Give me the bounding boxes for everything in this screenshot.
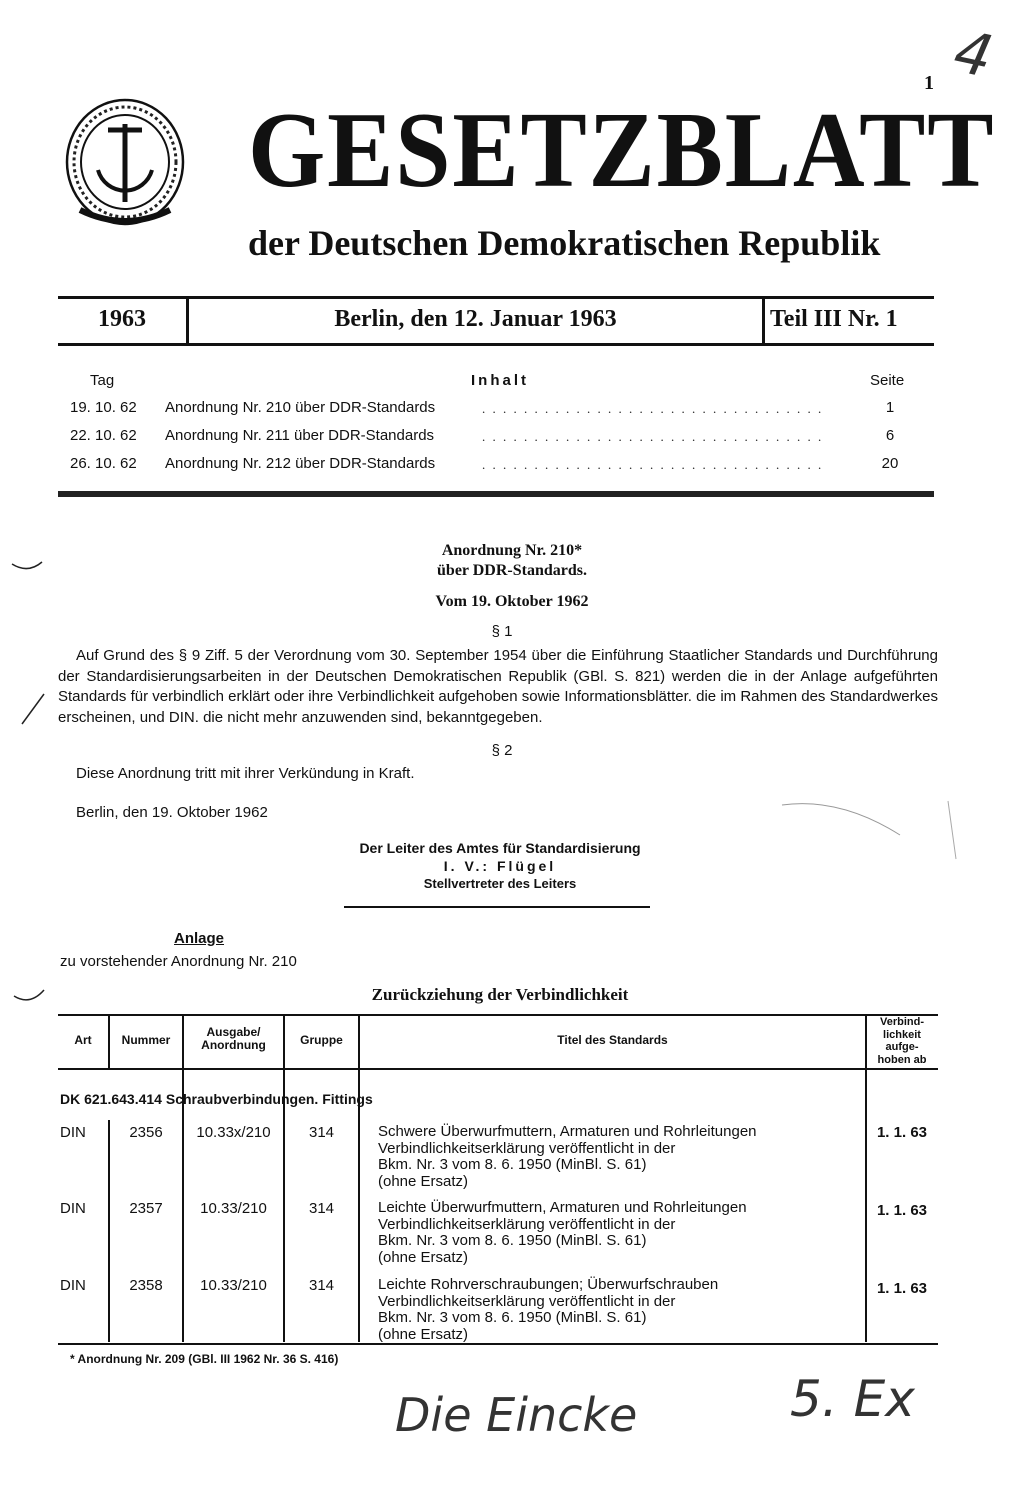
cell-art: DIN (60, 1277, 86, 1294)
signature-office: Der Leiter des Amtes für Standardisierung (359, 840, 641, 856)
issue-bar-top-rule (58, 296, 934, 299)
state-emblem-icon (60, 92, 190, 232)
issue-bar-divider (762, 299, 765, 343)
cell-aufgehoben: 1. 1. 63 (876, 1124, 928, 1141)
cell-gruppe: 314 (308, 1200, 335, 1217)
cell-gruppe: 314 (308, 1124, 335, 1141)
section-1-mark: § 1 (491, 623, 513, 640)
page-number: 1 (924, 72, 934, 94)
toc-bottom-rule (58, 491, 934, 497)
margin-mark-icon (18, 690, 48, 730)
toc-header-page: Seite (870, 372, 905, 389)
handwritten-note: Die Eincke (395, 1388, 638, 1442)
cell-nummer: 2358 (129, 1277, 163, 1294)
toc-day: 26. 10. 62 (70, 455, 137, 472)
decree-title: Anordnung Nr. 210* (441, 542, 583, 559)
col-header-ausgabe: Ausgabe/ Anordnung (201, 1025, 266, 1052)
cell-ausgabe: 10.33/210 (200, 1277, 267, 1294)
annex-table-title: Zurückziehung der Verbindlichkeit (371, 985, 629, 1004)
col-header-gruppe: Gruppe (300, 1033, 343, 1047)
section-2-mark: § 2 (491, 742, 513, 759)
scan-artifact-icon (780, 795, 980, 865)
cell-titel: Leichte Rohrverschraubungen; Überwurfschrauben Verbindlichkeitserklärung veröffentlicht in der Bkm. Nr. 3 vom 8. 6. 1950 (MinBl. S. 61) (ohne Ersatz) (378, 1276, 719, 1343)
group-heading: DK 621.643.414 Schraubverbindungen. Fittings (60, 1091, 373, 1107)
decree-date: Vom 19. Oktober 1962 (435, 593, 589, 610)
signature-name: I. V.: Flügel (443, 858, 557, 874)
toc-title: Anordnung Nr. 211 über DDR-Standards (165, 427, 435, 444)
toc-header-day: Tag (90, 372, 115, 389)
toc-day: 19. 10. 62 (70, 399, 137, 416)
col-header-aufgehoben: Verbind- lichkeit aufge- hoben ab (877, 1016, 927, 1066)
issue-date: Berlin, den 12. Januar 1963 (334, 306, 617, 332)
margin-mark-icon (8, 550, 48, 580)
toc-day: 22. 10. 62 (70, 427, 137, 444)
toc-title: Anordnung Nr. 212 über DDR-Standards (165, 455, 436, 472)
issue-year: 1963 (98, 306, 146, 332)
toc-page: 6 (885, 427, 895, 444)
footnote: * Anordnung Nr. 209 (GBl. III 1962 Nr. 36 S. 416) (70, 1352, 339, 1366)
cell-titel: Leichte Überwurfmuttern, Armaturen und Rohrleitungen Verbindlichkeitserklärung veröffentlicht in der Bkm. Nr. 3 vom 8. 6. 1950 (MinBl. S. 61) (ohne Ersatz) (378, 1199, 747, 1266)
col-header-art: Art (74, 1033, 92, 1047)
section-2-text: Diese Anordnung tritt mit ihrer Verkündung in Kraft. (76, 765, 415, 782)
table-col-divider (358, 1016, 360, 1342)
toc-header-content: Inhalt (471, 372, 529, 389)
annex-caption: zu vorstehender Anordnung Nr. 210 (60, 953, 297, 970)
table-col-divider (108, 1120, 110, 1342)
toc-page: 20 (881, 455, 899, 472)
toc-leader (482, 401, 827, 417)
toc-title: Anordnung Nr. 210 über DDR-Standards (165, 399, 436, 416)
cell-nummer: 2357 (129, 1200, 163, 1217)
annex-label: Anlage (174, 930, 225, 947)
decree-subtitle: über DDR-Standards. (437, 562, 587, 579)
col-header-nummer: Nummer (121, 1033, 171, 1047)
margin-mark-icon (10, 982, 50, 1012)
signature-role: Stellvertreter des Leiters (423, 876, 577, 891)
cell-titel: Schwere Überwurfmuttern, Armaturen und Rohrleitungen Verbindlichkeitserklärung veröffentlicht in der Bkm. Nr. 3 vom 8. 6. 1950 (MinBl. S. 61) (ohne Ersatz) (378, 1123, 757, 1190)
cell-ausgabe: 10.33/210 (200, 1200, 267, 1217)
table-bottom-rule (58, 1343, 938, 1345)
toc-page: 1 (885, 399, 895, 416)
cell-ausgabe: 10.33x/210 (196, 1124, 271, 1141)
cell-art: DIN (60, 1200, 86, 1217)
cell-nummer: 2356 (129, 1124, 163, 1141)
place-date: Berlin, den 19. Oktober 1962 (76, 804, 268, 821)
cell-aufgehoben: 1. 1. 63 (876, 1202, 928, 1219)
col-header-titel: Titel des Standards (557, 1033, 668, 1047)
table-header-rule (58, 1068, 938, 1070)
toc-leader (482, 457, 827, 473)
section-1-text: Auf Grund des § 9 Ziff. 5 der Verordnung vom 30. September 1954 über die Einführung Staatlicher Standards und Durchführung der Standardisierungsarbeiten in der Deutschen Demokratischen Republik (GBl. S. 821) werden die in der Anlage aufgeführten Standards für verbindlich erklärt oder ihre Verbindlichkeit aufgehoben sowie Informationsblätter. die im Rahmen des Standardwerkes erscheinen, und DIN. die nicht mehr anzuwenden sind, bekanntgegeben. (58, 647, 938, 726)
masthead-title: GESETZBLATT (248, 91, 996, 210)
handwritten-page-mark: 4 (948, 16, 999, 92)
handwritten-copies: 5. Ex (790, 1370, 915, 1428)
masthead-subtitle: der Deutschen Demokratischen Republik (248, 223, 881, 263)
cell-gruppe: 314 (308, 1277, 335, 1294)
cell-aufgehoben: 1. 1. 63 (876, 1280, 928, 1297)
issue-bar-bottom-rule (58, 343, 934, 346)
cell-art: DIN (60, 1124, 86, 1141)
issue-part: Teil III Nr. 1 (770, 306, 898, 332)
table-top-rule (58, 1014, 938, 1016)
toc-leader (482, 429, 827, 445)
signature-rule (344, 906, 650, 908)
